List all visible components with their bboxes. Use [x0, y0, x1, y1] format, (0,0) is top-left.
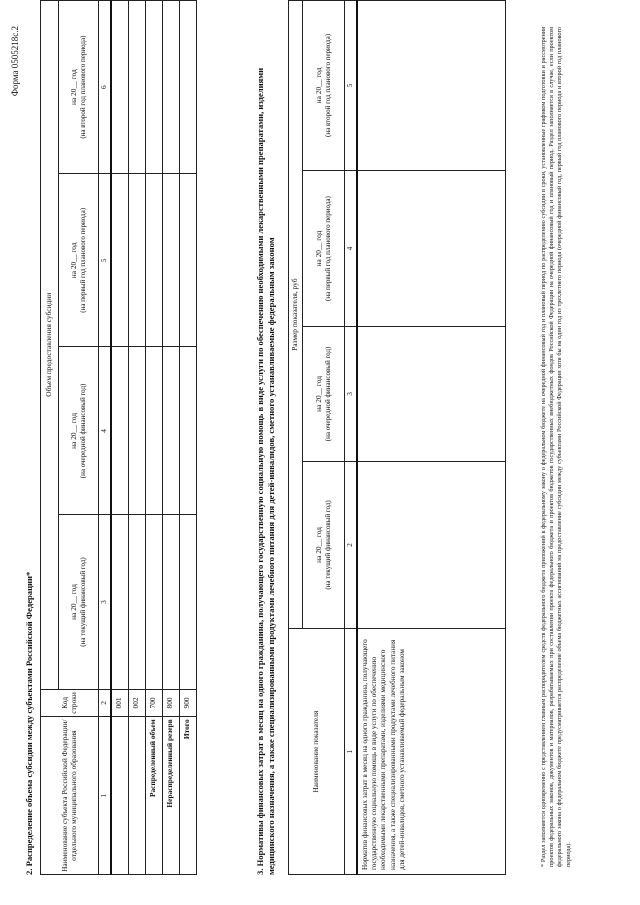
footnote: * Раздел заполняется одновременно с представлением главным распорядителем средств федерального бюджета приложений к федеральному закону о федеральном бюджете на очередной финансовый год и плановый период по распределению субсидии в сроки, установленные графиком подготовки и рассмотрения проектов федеральных законов, документов и материалов, разрабатываемых при составлении проекта федерального бюджета и проектов бюджетов государственных внебюджетных фондов Российской Федерации на очередной финансовый год и плановый период. Раздел заполняется в случае, если проектом федерального закона о федеральном бюджете предусматривается распределение объема бюджетных ассигнований на предоставление субсидии между субъектами Российской Федерации хотя бы на один год из трехлетнего периода (очередной финансовый год, первый год планового периода и второй год планового периода).: [540, 27, 572, 867]
header-subject-name: Наименование субъекта Российской Федерации/отдельного муниципального образования: [41, 717, 99, 875]
table-row: [357, 1, 505, 875]
header-year-current: на 20__ год (на текущий финансовый год): [59, 515, 99, 689]
header-year-next: на 20__ год (на очередной финансовый год): [59, 347, 99, 515]
table-row: 001: [111, 1, 128, 875]
financial-norms-table: [288, 0, 506, 875]
header-year-current: на 20__ год (на текущий финансовый год): [303, 461, 345, 629]
column-numbers-row: 1 2 3 4 5: [345, 1, 358, 875]
header-indicator-name: Наименование показателя: [289, 629, 345, 875]
header-row-code: Код строки: [41, 689, 99, 717]
subsidy-distribution-table: [40, 0, 197, 875]
table-row: Нераспределенный резерв 800: [162, 1, 179, 875]
form-code: Форма 0505218с.2: [10, 26, 20, 97]
header-year-plan1: на 20__ год (на первый год планового периода): [59, 174, 99, 347]
table-row: Распределенный объем 700: [145, 1, 162, 875]
header-year-plan1: на 20__ год (на первый год планового периода): [303, 170, 345, 326]
section2-title: 2. Распределение объема субсидии между субъектами Российской Федерации*: [24, 571, 34, 875]
header-subsidy-volume: Объем предоставления субсидии: [41, 1, 59, 690]
header-indicator-size: Размер показателя, руб: [289, 1, 303, 629]
section3-title: 3. Нормативы финансовых затрат в месяц на одного гражданина, получающего государственную социальную помощь в виде услуги по обеспечению необходимыми лекарственными препаратами, изделиями медицинского назначения, а также специализированными продуктами лечебного питания для детей-инвалидов, сметного устанавливаемые федеральным законом: [255, 67, 277, 875]
header-year-plan2: на 20__ год (на второй год планового периода): [303, 1, 345, 171]
column-numbers-row: 1 2 3 4 5 6: [99, 1, 112, 875]
norm-description: Норматив финансовых затрат в месяц на одного гражданина, получающего государственную социальную помощь в виде услуги по обеспечению необходимыми лекарственными препаратами, изделиями медицинского назначения, а также специализированными продуктами лечебного питания для детей-инвалидов, сметного устанавливаемый федеральным законом: [357, 629, 505, 875]
table-row-total: Итого 900: [179, 1, 196, 875]
table-row: 002: [128, 1, 145, 875]
header-year-next: на 20__ год (на очередной финансовый год): [303, 327, 345, 461]
header-year-plan2: на 20__ год (на второй год планового периода): [59, 1, 99, 174]
